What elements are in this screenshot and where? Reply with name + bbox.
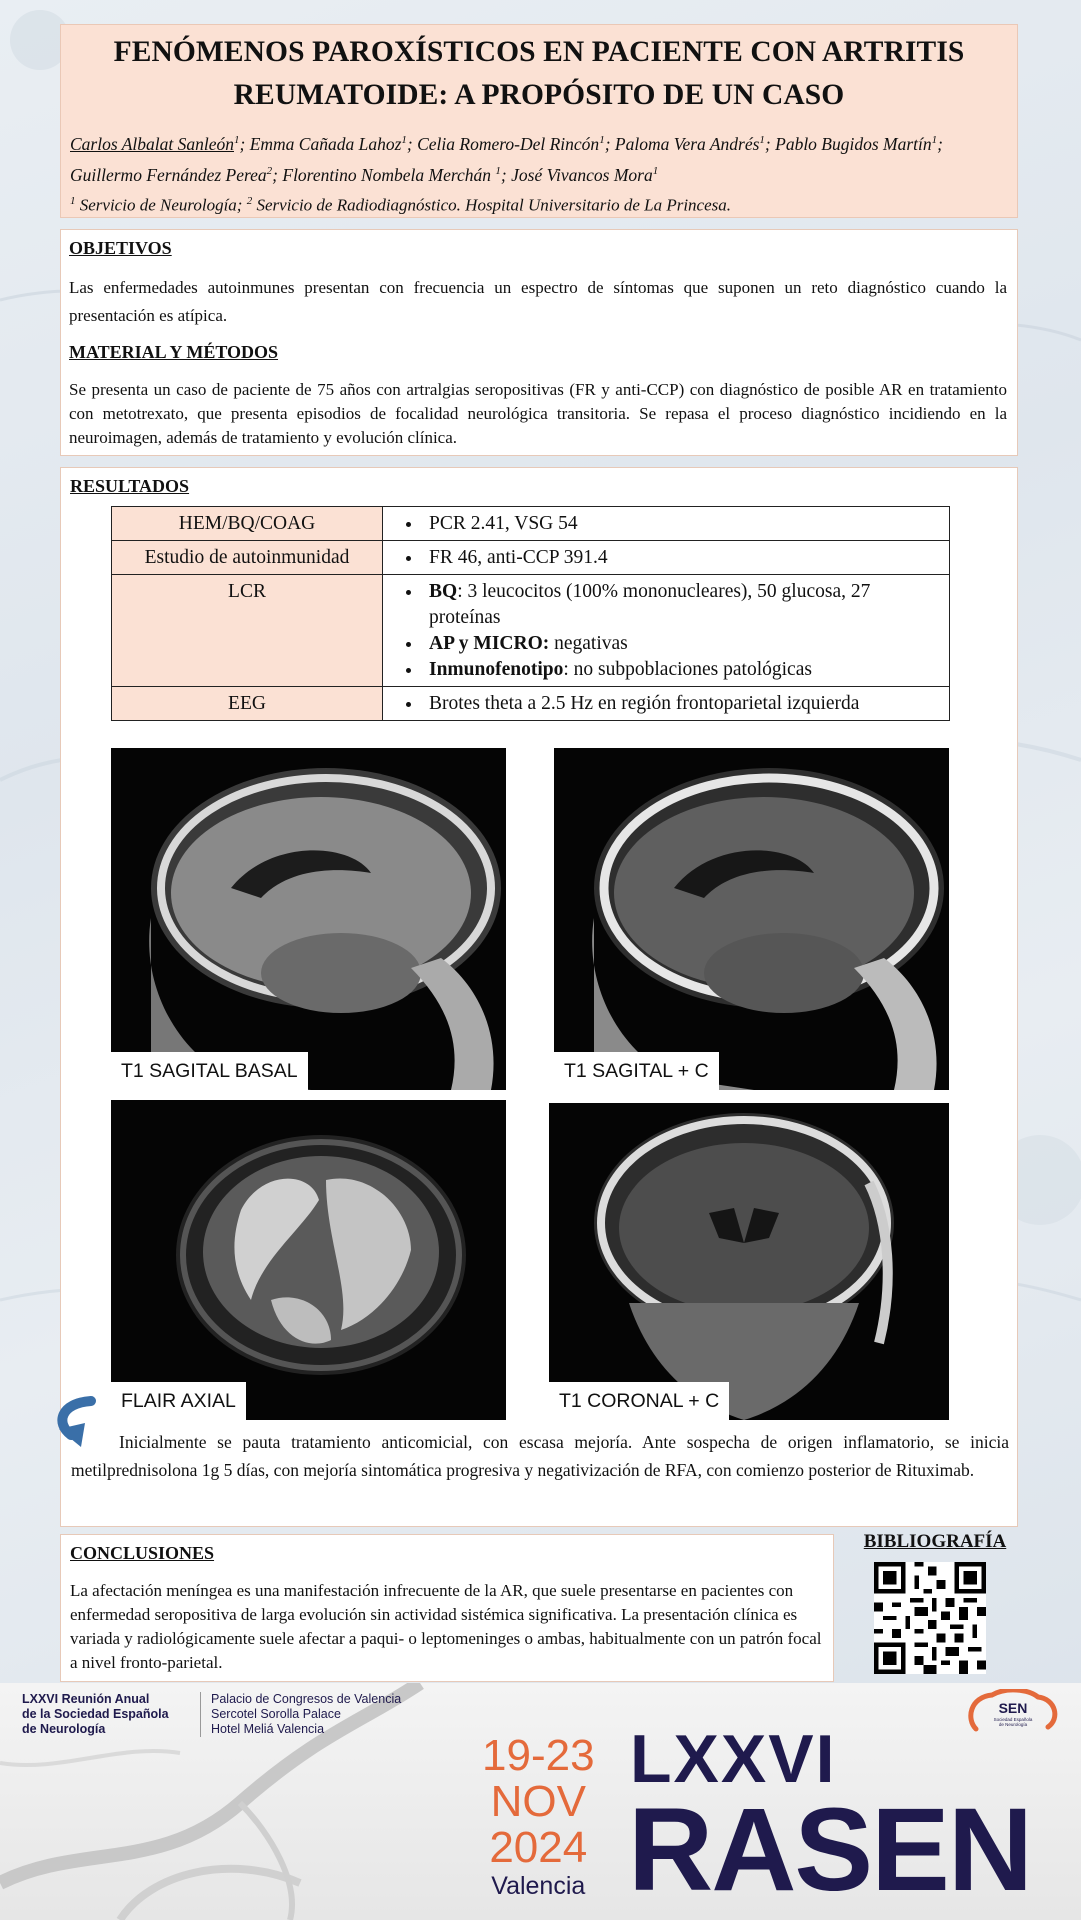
author-8: ; José Vivancos Mora: [500, 164, 653, 185]
results-heading: RESULTADOS: [70, 476, 190, 496]
sen-logo-text: SEN: [998, 1700, 1028, 1716]
list-item: • Brotes theta a 2.5 Hz en región frontoparietal izquierda: [423, 691, 941, 717]
conclusions-heading: CONCLUSIONES: [70, 1543, 215, 1563]
sen-logo: [966, 1689, 1060, 1733]
title-line-1: FENÓMENOS PAROXÍSTICOS EN PACIENTE CON ARTRITIS: [113, 36, 965, 68]
bold-label: BQ: [429, 581, 458, 602]
table-row: [112, 507, 950, 541]
table-row: [112, 687, 950, 721]
meeting-line: LXXVI Reunión Anual: [22, 1692, 150, 1706]
author-7: ; Florentino Nombela Merchán: [272, 164, 496, 185]
affiliation-2: Servicio de Radiodiagnóstico. Hospital Universitario de La Princesa.: [252, 195, 732, 215]
results-text: [71, 1428, 1009, 1484]
sen-logo-tagline: de Neurología: [998, 1722, 1028, 1727]
image-label: T1 CORONAL + C: [549, 1382, 729, 1420]
conclusions-section: [60, 1534, 834, 1682]
bibliography-qr-code[interactable]: [874, 1562, 986, 1674]
results-table: [111, 506, 950, 721]
venue-line: Palacio de Congresos de Valencia: [211, 1692, 402, 1706]
author-2: ; Emma Cañada Lahoz: [239, 133, 402, 154]
date-line: NOV: [490, 1777, 586, 1826]
congress-city: Valencia: [491, 1872, 586, 1900]
row-value: [383, 541, 950, 575]
author-4: ; Paloma Vera Andrés: [604, 133, 760, 154]
row-value: [383, 507, 950, 541]
affiliation-sup: 1: [401, 134, 407, 146]
row-value: [383, 687, 950, 721]
venue-list: [200, 1692, 401, 1737]
author-3: ; Celia Romero-Del Rincón: [406, 133, 600, 154]
affiliation-sup: 1: [931, 134, 938, 146]
mri-t1-coronal-contrast: [549, 1103, 949, 1420]
objectives-heading: OBJETIVOS: [69, 238, 172, 258]
row-key: Estudio de autoinmunidad: [112, 541, 383, 575]
brain-coronal-image: [549, 1103, 949, 1420]
meeting-line: de Neurología: [22, 1722, 106, 1736]
list-item: [423, 631, 941, 657]
results-section: [60, 467, 1018, 1527]
affiliation-1: Servicio de Neurología;: [75, 195, 247, 215]
image-label: T1 SAGITAL BASAL: [111, 1052, 308, 1090]
objectives-methods-section: [60, 229, 1018, 456]
brain-axial-image: [111, 1100, 506, 1420]
row-key: HEM/BQ/COAG: [112, 507, 383, 541]
meeting-name: [22, 1692, 169, 1737]
table-row: [112, 575, 950, 687]
brain-sagittal-image: [111, 748, 506, 1090]
results-paragraph: Inicialmente se pauta tratamiento anticomicial, con escasa mejoría. Ante sospecha de origen inflamatorio, se inicia metilprednisolona 1g 5 días, con mejoría sintomática progresiva y negativización de RFA, con comienzo posterior de Rituximab.: [71, 1432, 1009, 1480]
venue-line: Sercotel Sorolla Palace: [211, 1707, 341, 1721]
row-value: [383, 575, 950, 687]
title-line-2: REUMATOIDE: A PROPÓSITO DE UN CASO: [233, 79, 845, 111]
author-list: [61, 127, 1017, 189]
venue-line: Hotel Meliá Valencia: [211, 1722, 325, 1736]
poster-title: [61, 31, 1017, 117]
meeting-line: de la Sociedad Española: [22, 1707, 169, 1721]
date-line: 19-23: [482, 1731, 595, 1780]
mri-t1-sagital-contrast: [554, 748, 949, 1090]
brain-sagittal-contrast-image: [554, 748, 949, 1090]
image-label: FLAIR AXIAL: [111, 1382, 246, 1420]
affiliation-sup: 2: [246, 194, 253, 207]
conclusions-text: La afectación meníngea es una manifestación infrecuente de la AR, que suele presentarse en pacientes con enfermedad seropositiva de larga evolución sin actividad sistémica significativa. La presentación clínica es variada y radiológicamente suele afectar a paqui- o leptomeninges o ambas, habitualmente con un patrón focal a nivel fronto-parietal.: [70, 1581, 822, 1672]
first-author: Carlos Albalat Sanleón: [70, 133, 234, 154]
methods-heading: MATERIAL Y MÉTODOS: [69, 342, 279, 362]
author-separator: ;: [937, 133, 943, 154]
list-item: • PCR 2.41, VSG 54: [423, 511, 941, 537]
affiliation-sup: 1: [70, 194, 76, 207]
affiliation-sup: 1: [652, 164, 659, 177]
item-text: negativas: [549, 633, 628, 654]
bold-label: Inmunofenotipo: [429, 659, 564, 680]
sen-logo-tagline: Sociedad Española: [993, 1717, 1033, 1722]
affiliation-sup: 1: [599, 134, 605, 146]
affiliation-sup: 1: [234, 134, 240, 146]
date-line: 2024: [489, 1823, 588, 1872]
congress-dates: [482, 1733, 595, 1901]
image-label: T1 SAGITAL + C: [554, 1052, 719, 1090]
bold-label: AP y MICRO:: [429, 633, 550, 654]
list-item: [423, 657, 941, 683]
author-5: ; Pablo Bugidos Martín: [764, 133, 932, 154]
row-key: EEG: [112, 687, 383, 721]
poster-header: [60, 24, 1018, 218]
congress-footer-banner: [0, 1683, 1081, 1920]
list-item: [423, 579, 941, 631]
affiliation-sup: 1: [495, 164, 501, 177]
affiliation-sup: 2: [266, 164, 273, 177]
affiliations: [61, 195, 1017, 216]
bibliography-heading: BIBLIOGRAFÍA: [863, 1531, 1007, 1552]
table-row: [112, 541, 950, 575]
objectives-text: Las enfermedades autoinmunes presentan con frecuencia un espectro de síntomas que suponen un reto diagnóstico cuando la presentación es atípica.: [69, 278, 1007, 325]
row-key: LCR: [112, 575, 383, 687]
author-6: Guillermo Fernández Perea: [70, 164, 267, 185]
brand-rasen: RASEN: [628, 1784, 1032, 1916]
mri-t1-sagital-basal: [111, 748, 506, 1090]
brand-lxxvi: LXXVI: [630, 1721, 837, 1797]
item-text: : 3 leucocitos (100% mononucleares), 50 glucosa, 27 proteínas: [429, 581, 871, 628]
methods-text: Se presenta un caso de paciente de 75 años con artralgias seropositivas (FR y anti-CCP) con diagnóstico de posible AR en tratamiento con metotrexato, que presenta episodios de focalidad neurológica transitoria. Se repasa el proceso diagnóstico incidiendo en la neuroimagen, además de tratamiento y evolución clínica.: [69, 380, 1007, 447]
item-text: : no subpoblaciones patológicas: [563, 659, 812, 680]
list-item: • FR 46, anti-CCP 391.4: [423, 545, 941, 571]
affiliation-sup: 1: [759, 134, 765, 146]
mri-flair-axial: [111, 1100, 506, 1420]
